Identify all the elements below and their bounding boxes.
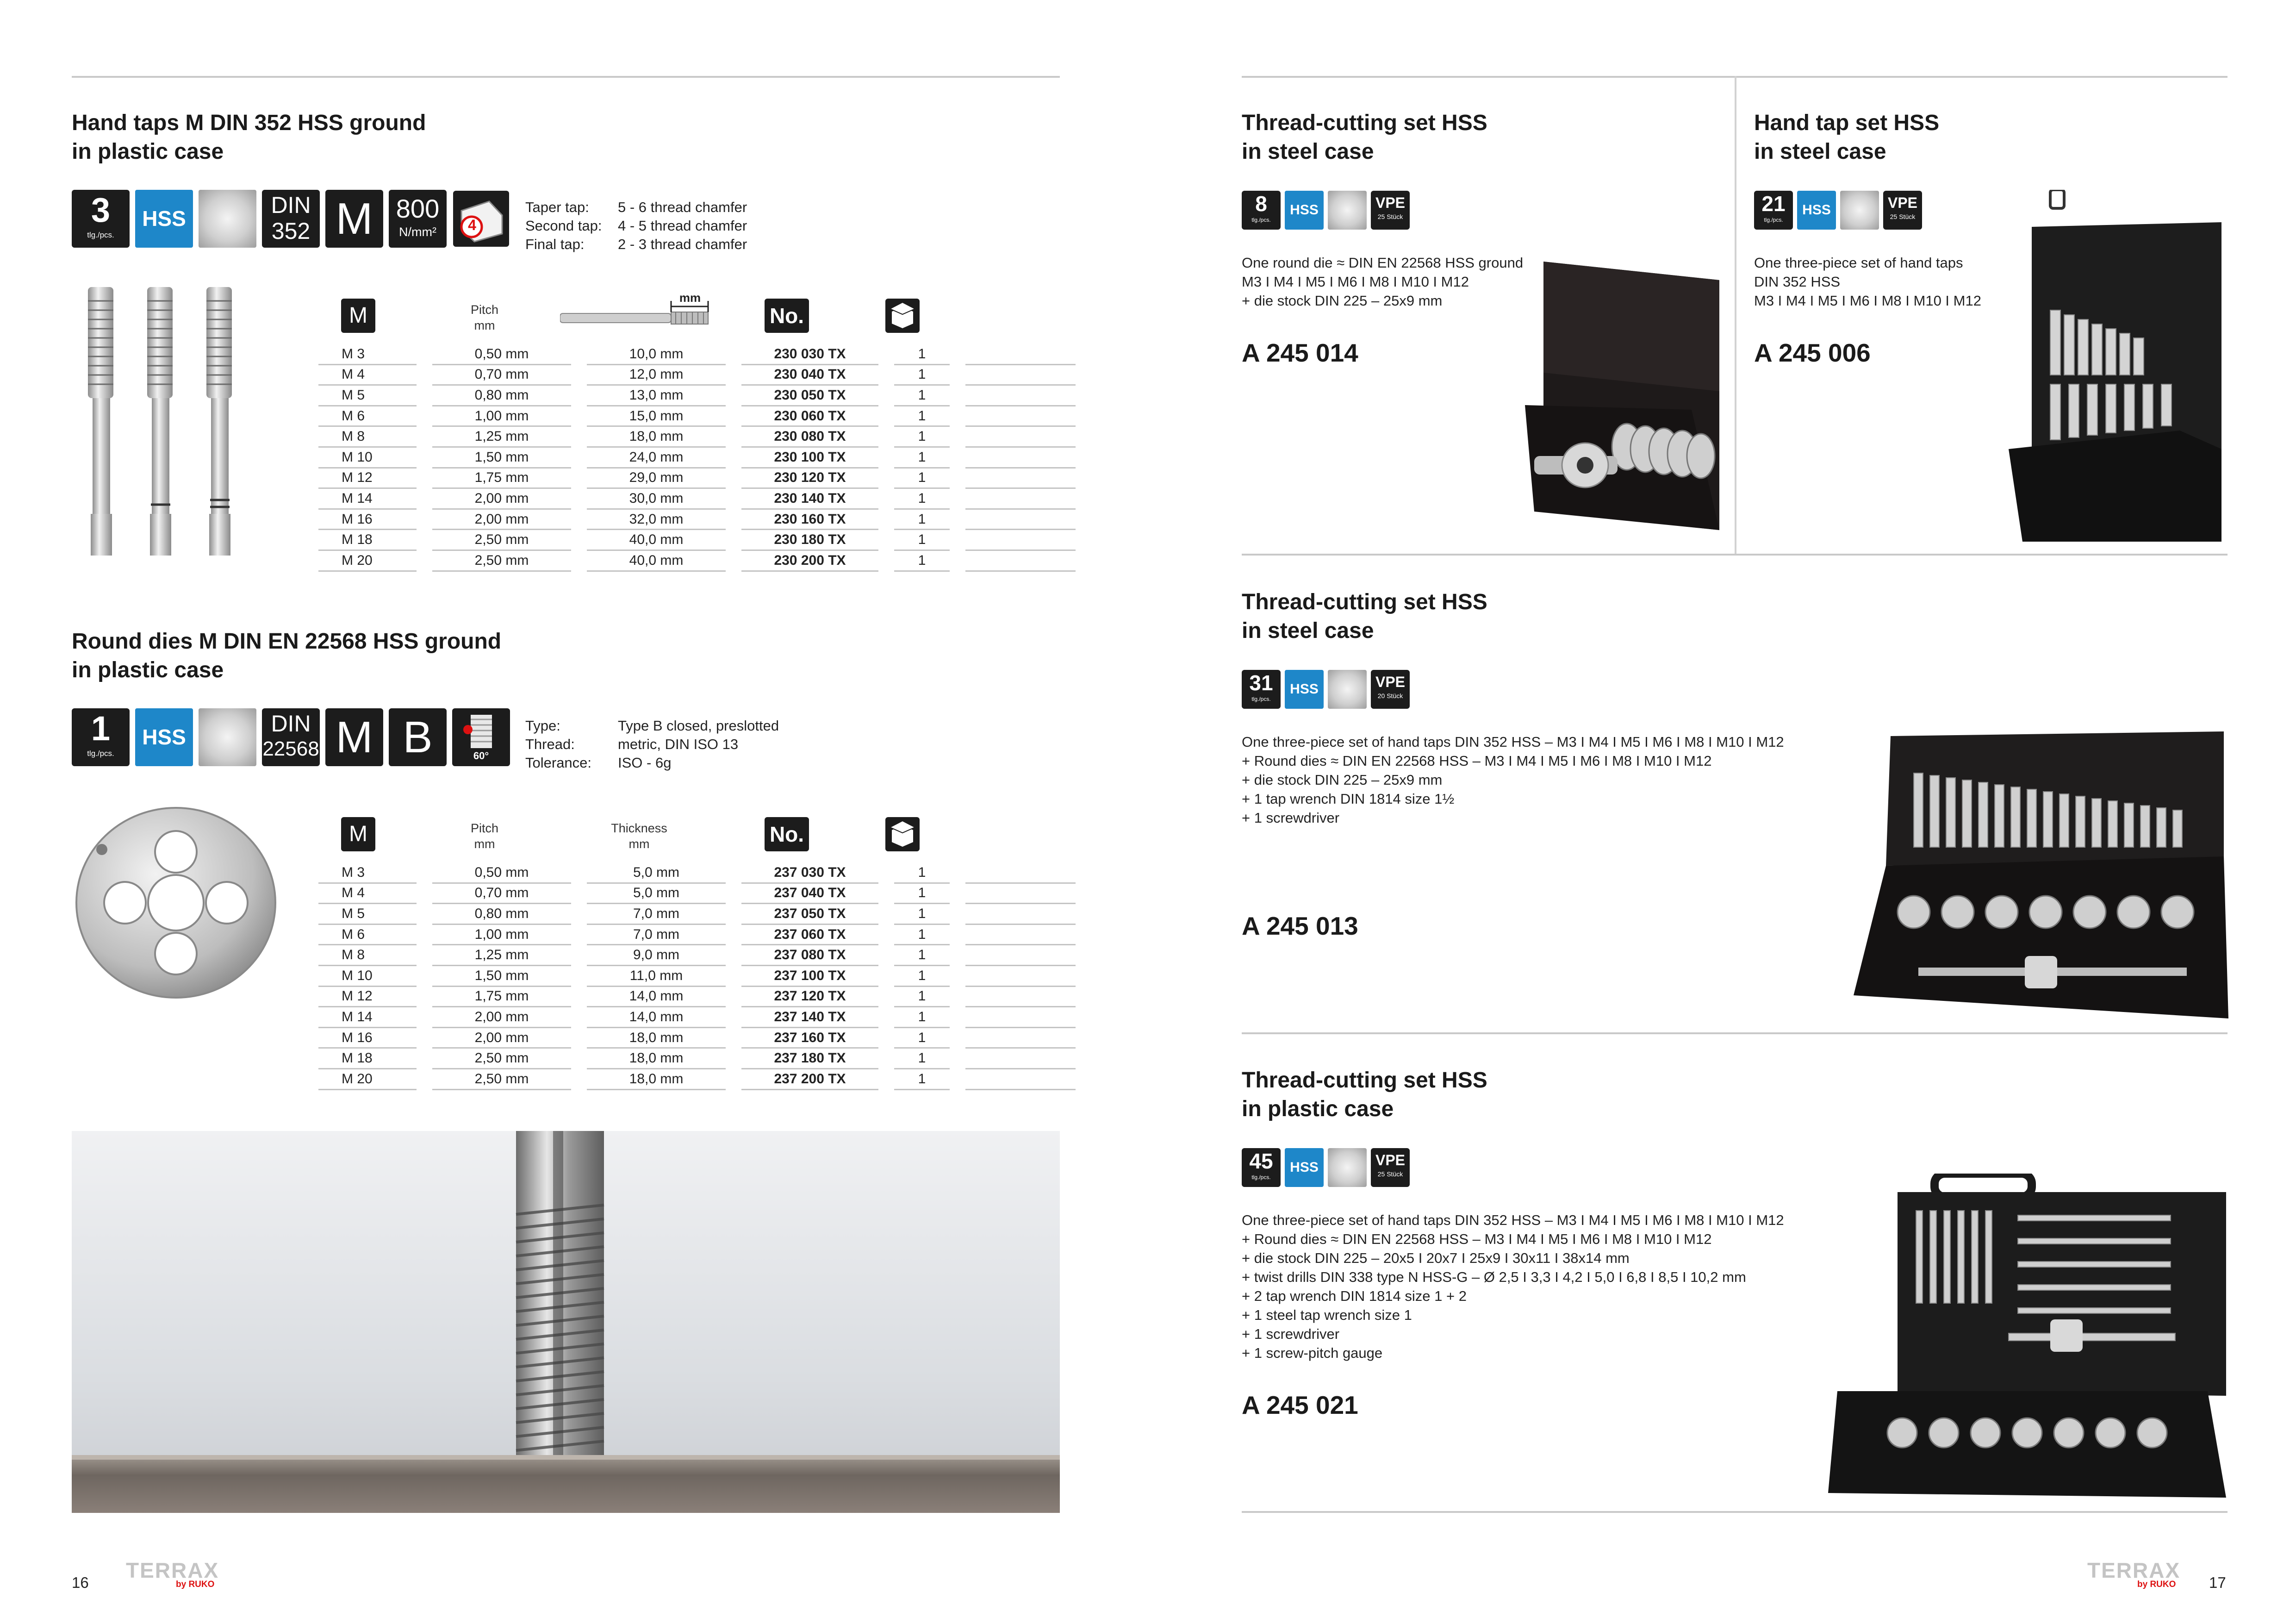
article-no-cell: 237 120 TX	[741, 987, 878, 1008]
product-desc-line: One round die ≈ DIN EN 22568 HSS ground	[1242, 255, 1524, 271]
metric-thread-icon: M	[325, 708, 383, 766]
pitch-cell: 0,80 mm	[432, 904, 571, 925]
spec-label-final: Final tap:	[525, 236, 585, 252]
piece-count-icon: 8 tlg./pcs.	[1242, 191, 1281, 230]
dimension-cell: 24,0 mm	[587, 448, 726, 468]
col-head-article-no: No.	[765, 817, 809, 851]
pitch-cell: 0,80 mm	[432, 386, 571, 406]
pitch-cell: 2,50 mm	[432, 1069, 571, 1090]
box-icon	[885, 299, 920, 333]
dimension-cell: 15,0 mm	[587, 406, 726, 427]
blank-cell	[965, 448, 1076, 468]
table-row	[318, 1049, 1076, 1069]
size-cell: M 3	[318, 863, 417, 884]
section-subtitle: in plastic case	[72, 139, 224, 164]
round-die-image	[69, 796, 282, 1009]
table-row	[318, 966, 1076, 987]
blank-cell	[965, 365, 1076, 386]
article-no-cell: 230 120 TX	[741, 468, 878, 489]
thread-angle-icon: 60°	[452, 708, 510, 766]
size-cell: M 20	[318, 551, 417, 572]
ground-finish-icon	[199, 708, 256, 766]
product-title: Thread-cutting set HSS	[1242, 111, 1487, 135]
product-desc-line: DIN 352 HSS	[1754, 274, 1841, 290]
product-subtitle: in steel case	[1242, 139, 1374, 164]
product-desc-line: M3 I M4 I M5 I M6 I M8 I M10 I M12	[1242, 274, 1469, 290]
spec-value-thread: metric, DIN ISO 13	[618, 736, 739, 752]
size-cell: M 20	[318, 1069, 417, 1090]
pack-qty-cell: 1	[894, 427, 950, 448]
blank-cell	[965, 530, 1076, 551]
dimension-cell: 5,0 mm	[587, 863, 726, 884]
product-title: Hand tap set HSS	[1754, 111, 1940, 135]
terrax-logo: TERRAX	[126, 1558, 219, 1582]
round-dies-table	[318, 863, 1076, 1090]
blank-cell	[965, 945, 1076, 966]
product-desc-line: + 1 screwdriver	[1242, 810, 1340, 826]
article-no-cell: 230 180 TX	[741, 530, 878, 551]
product-desc-line: + 1 screw-pitch gauge	[1242, 1345, 1383, 1361]
blank-cell	[965, 884, 1076, 905]
vpe-icon: VPE 25 Stück	[1371, 1148, 1410, 1187]
size-cell: M 18	[318, 1049, 417, 1069]
dimension-cell: 32,0 mm	[587, 510, 726, 531]
hand-tap-set-image	[2004, 190, 2226, 542]
size-cell: M 18	[318, 530, 417, 551]
col-head-pitch: Pitch mm	[470, 303, 499, 332]
section-divider	[1242, 1511, 2228, 1513]
pitch-cell: 0,50 mm	[432, 344, 571, 365]
article-number: A 245 006	[1754, 338, 1871, 367]
table-row	[318, 406, 1076, 427]
page-number: 17	[2209, 1574, 2226, 1591]
blank-cell	[965, 510, 1076, 531]
pack-qty-cell: 1	[894, 386, 950, 406]
ground-finish-icon	[1328, 670, 1367, 709]
col-head-size: M	[341, 299, 375, 333]
size-cell: M 3	[318, 344, 417, 365]
section-title: Round dies M DIN EN 22568 HSS ground	[72, 629, 502, 654]
table-row	[318, 468, 1076, 489]
column-divider	[1735, 76, 1736, 554]
dimension-cell: 18,0 mm	[587, 1049, 726, 1069]
table-row	[318, 551, 1076, 572]
pack-qty-cell: 1	[894, 1069, 950, 1090]
product-desc-line: One three-piece set of hand taps DIN 352 HSS – M3 I M4 I M5 I M6 I M8 I M10 I M12	[1242, 734, 1784, 750]
size-cell: M 4	[318, 884, 417, 905]
table-row	[318, 884, 1076, 905]
size-cell: M 16	[318, 510, 417, 531]
col-head-article-no: No.	[765, 299, 809, 333]
dimension-cell: 30,0 mm	[587, 489, 726, 510]
product-title: Thread-cutting set HSS	[1242, 1068, 1487, 1093]
dimension-cell: 14,0 mm	[587, 1007, 726, 1028]
article-no-cell: 230 060 TX	[741, 406, 878, 427]
size-cell: M 4	[318, 365, 417, 386]
pitch-cell: 1,00 mm	[432, 406, 571, 427]
tap-in-workpiece-photo	[72, 1131, 1060, 1513]
pitch-cell: 1,50 mm	[432, 966, 571, 987]
ground-finish-icon	[1840, 191, 1879, 230]
blank-cell	[965, 925, 1076, 946]
blank-cell	[965, 551, 1076, 572]
dimension-cell: 10,0 mm	[587, 344, 726, 365]
product-title: Thread-cutting set HSS	[1242, 590, 1487, 614]
pitch-cell: 1,25 mm	[432, 945, 571, 966]
dimension-cell: 13,0 mm	[587, 386, 726, 406]
section-subtitle: in plastic case	[72, 658, 224, 682]
article-no-cell: 237 060 TX	[741, 925, 878, 946]
article-no-cell: 237 040 TX	[741, 884, 878, 905]
pack-qty-cell: 1	[894, 904, 950, 925]
product-desc-line: One three-piece set of hand taps DIN 352 HSS – M3 I M4 I M5 I M6 I M8 I M10 I M12	[1242, 1212, 1784, 1228]
page-number: 16	[72, 1574, 89, 1591]
hss-icon: HSS	[1285, 1148, 1324, 1187]
pack-qty-cell: 1	[894, 1007, 950, 1028]
pitch-cell: 0,70 mm	[432, 365, 571, 386]
section-title: Hand taps M DIN 352 HSS ground	[72, 111, 426, 135]
dimension-cell: 7,0 mm	[587, 904, 726, 925]
pack-qty-cell: 1	[894, 489, 950, 510]
pack-qty-cell: 1	[894, 863, 950, 884]
table-row	[318, 1069, 1076, 1090]
table-row	[318, 386, 1076, 406]
article-number: A 245 021	[1242, 1391, 1358, 1419]
ground-finish-icon	[1328, 1148, 1367, 1187]
ground-finish-icon	[1328, 191, 1367, 230]
product-desc-line: + die stock DIN 225 – 25x9 mm	[1242, 772, 1443, 788]
ground-finish-icon	[199, 190, 256, 248]
section-divider	[1242, 1032, 2228, 1034]
tensile-strength-icon: 800 N/mm²	[389, 190, 447, 248]
table-row	[318, 863, 1076, 884]
pitch-cell: 2,00 mm	[432, 1028, 571, 1049]
table-row	[318, 365, 1076, 386]
article-no-cell: 237 100 TX	[741, 966, 878, 987]
product-desc-line: + Round dies ≈ DIN EN 22568 HSS – M3 I M4 I M5 I M6 I M8 I M10 I M12	[1242, 1231, 1712, 1247]
product-desc-line: + die stock DIN 225 – 25x9 mm	[1242, 293, 1443, 309]
hss-icon: HSS	[1285, 191, 1324, 230]
article-no-cell: 237 200 TX	[741, 1069, 878, 1090]
pack-qty-cell: 1	[894, 551, 950, 572]
dimension-cell: 18,0 mm	[587, 1069, 726, 1090]
vpe-icon: VPE 20 Stück	[1371, 670, 1410, 709]
article-no-cell: 230 200 TX	[741, 551, 878, 572]
col-head-size: M	[341, 817, 375, 851]
hss-icon: HSS	[135, 708, 193, 766]
pitch-cell: 2,00 mm	[432, 1007, 571, 1028]
thread-length-icon: mm	[560, 293, 713, 330]
piece-count-icon: 21 tlg./pcs.	[1754, 191, 1793, 230]
size-cell: M 14	[318, 1007, 417, 1028]
pitch-cell: 1,50 mm	[432, 448, 571, 468]
blank-cell	[965, 468, 1076, 489]
dimension-cell: 11,0 mm	[587, 966, 726, 987]
pack-qty-cell: 1	[894, 925, 950, 946]
piece-count-icon: 1 tlg./pcs.	[72, 708, 130, 766]
dimension-cell: 7,0 mm	[587, 925, 726, 946]
table-row	[318, 1007, 1076, 1028]
blank-cell	[965, 1007, 1076, 1028]
pitch-cell: 2,50 mm	[432, 551, 571, 572]
pitch-cell: 1,75 mm	[432, 987, 571, 1008]
dimension-cell: 18,0 mm	[587, 427, 726, 448]
pack-qty-cell: 1	[894, 945, 950, 966]
table-row	[318, 530, 1076, 551]
vpe-icon: VPE 25 Stück	[1371, 191, 1410, 230]
dimension-cell: 14,0 mm	[587, 987, 726, 1008]
blank-cell	[965, 1049, 1076, 1069]
hss-icon: HSS	[135, 190, 193, 248]
blank-cell	[965, 344, 1076, 365]
spec-value-type: Type B closed, preslotted	[618, 718, 779, 734]
top-rule-left	[72, 76, 1060, 78]
pack-qty-cell: 1	[894, 344, 950, 365]
blank-cell	[965, 406, 1076, 427]
col-head-pitch: Pitch mm	[470, 821, 499, 851]
hss-icon: HSS	[1797, 191, 1836, 230]
size-cell: M 16	[318, 1028, 417, 1049]
size-cell: M 10	[318, 448, 417, 468]
product-subtitle: in steel case	[1754, 139, 1886, 164]
chamfer-icon: 4	[452, 190, 510, 248]
thread-cutting-set-plastic-image	[1819, 1174, 2228, 1502]
table-row	[318, 945, 1076, 966]
spec-label-second: Second tap:	[525, 218, 602, 234]
article-number: A 245 014	[1242, 338, 1358, 367]
pack-qty-cell: 1	[894, 1028, 950, 1049]
pitch-cell: 2,50 mm	[432, 530, 571, 551]
pitch-cell: 2,50 mm	[432, 1049, 571, 1069]
spec-value-taper: 5 - 6 thread chamfer	[618, 199, 747, 215]
ruko-logo: by RUKO	[2137, 1580, 2176, 1589]
hss-icon: HSS	[1285, 670, 1324, 709]
dimension-cell: 5,0 mm	[587, 884, 726, 905]
blank-cell	[965, 489, 1076, 510]
article-no-cell: 230 140 TX	[741, 489, 878, 510]
size-cell: M 6	[318, 925, 417, 946]
product-desc-line: + 1 steel tap wrench size 1	[1242, 1307, 1412, 1323]
article-no-cell: 230 050 TX	[741, 386, 878, 406]
product-desc-line: One three-piece set of hand taps	[1754, 255, 1963, 271]
dimension-cell: 9,0 mm	[587, 945, 726, 966]
size-cell: M 14	[318, 489, 417, 510]
product-desc-line: + twist drills DIN 338 type N HSS-G – Ø 2,5 I 3,3 I 4,2 I 5,0 I 6,8 I 8,5 I 10,2 mm	[1242, 1269, 1746, 1285]
table-row	[318, 344, 1076, 365]
pitch-cell: 0,70 mm	[432, 884, 571, 905]
size-cell: M 10	[318, 966, 417, 987]
blank-cell	[965, 904, 1076, 925]
thread-cutting-set-image	[1516, 252, 1729, 539]
blank-cell	[965, 1028, 1076, 1049]
col-head-thickness: Thickness mm	[611, 821, 667, 851]
size-cell: M 12	[318, 987, 417, 1008]
size-cell: M 8	[318, 427, 417, 448]
pack-qty-cell: 1	[894, 1049, 950, 1069]
article-no-cell: 237 140 TX	[741, 1007, 878, 1028]
article-no-cell: 230 100 TX	[741, 448, 878, 468]
table-row	[318, 489, 1076, 510]
pitch-cell: 2,00 mm	[432, 489, 571, 510]
piece-count-icon: 31 tlg./pcs.	[1242, 670, 1281, 709]
piece-count-icon: 3 tlg./pcs.	[72, 190, 130, 248]
blank-cell	[965, 427, 1076, 448]
type-b-icon: B	[389, 708, 447, 766]
table-row	[318, 1028, 1076, 1049]
pitch-cell: 1,00 mm	[432, 925, 571, 946]
dimension-cell: 29,0 mm	[587, 468, 726, 489]
din-352-icon: DIN 352	[262, 190, 320, 248]
size-cell: M 5	[318, 386, 417, 406]
din-22568-icon: DIN 22568	[262, 708, 320, 766]
pack-qty-cell: 1	[894, 530, 950, 551]
table-row	[318, 987, 1076, 1008]
pack-qty-cell: 1	[894, 365, 950, 386]
box-icon	[885, 817, 920, 851]
product-subtitle: in plastic case	[1242, 1097, 1394, 1121]
pack-qty-cell: 1	[894, 884, 950, 905]
article-no-cell: 237 180 TX	[741, 1049, 878, 1069]
size-cell: M 8	[318, 945, 417, 966]
spec-label-tolerance: Tolerance:	[525, 755, 592, 771]
article-no-cell: 237 030 TX	[741, 863, 878, 884]
spec-value-second: 4 - 5 thread chamfer	[618, 218, 747, 234]
article-no-cell: 237 160 TX	[741, 1028, 878, 1049]
blank-cell	[965, 386, 1076, 406]
blank-cell	[965, 987, 1076, 1008]
product-desc-line: + 2 tap wrench DIN 1814 size 1 + 2	[1242, 1288, 1467, 1304]
pitch-cell: 1,25 mm	[432, 427, 571, 448]
table-row	[318, 904, 1076, 925]
table-row	[318, 427, 1076, 448]
product-desc-line: + 1 tap wrench DIN 1814 size 1½	[1242, 791, 1455, 807]
thread-cutting-set-steel-image	[1844, 718, 2233, 1023]
product-desc-line: + Round dies ≈ DIN EN 22568 HSS – M3 I M4 I M5 I M6 I M8 I M10 I M12	[1242, 753, 1712, 769]
pack-qty-cell: 1	[894, 510, 950, 531]
pitch-cell: 1,75 mm	[432, 468, 571, 489]
pitch-cell: 2,00 mm	[432, 510, 571, 531]
table-row	[318, 510, 1076, 531]
piece-count-icon: 45 tlg./pcs.	[1242, 1148, 1281, 1187]
article-no-cell: 230 160 TX	[741, 510, 878, 531]
spec-value-tolerance: ISO - 6g	[618, 755, 672, 771]
spec-label-thread: Thread:	[525, 736, 575, 752]
ruko-logo: by RUKO	[176, 1580, 215, 1589]
dimension-cell: 12,0 mm	[587, 365, 726, 386]
pack-qty-cell: 1	[894, 406, 950, 427]
pack-qty-cell: 1	[894, 966, 950, 987]
pack-qty-cell: 1	[894, 987, 950, 1008]
spec-value-final: 2 - 3 thread chamfer	[618, 236, 747, 252]
article-no-cell: 230 080 TX	[741, 427, 878, 448]
pack-qty-cell: 1	[894, 468, 950, 489]
size-cell: M 6	[318, 406, 417, 427]
article-no-cell: 237 080 TX	[741, 945, 878, 966]
terrax-logo: TERRAX	[2087, 1558, 2181, 1582]
dimension-cell: 40,0 mm	[587, 530, 726, 551]
pitch-cell: 0,50 mm	[432, 863, 571, 884]
size-cell: M 5	[318, 904, 417, 925]
blank-cell	[965, 966, 1076, 987]
article-no-cell: 230 040 TX	[741, 365, 878, 386]
metric-thread-icon: M	[325, 190, 383, 248]
size-cell: M 12	[318, 468, 417, 489]
col-head-pack-qty	[885, 817, 920, 851]
pack-qty-cell: 1	[894, 448, 950, 468]
article-no-cell: 237 050 TX	[741, 904, 878, 925]
table-row	[318, 448, 1076, 468]
product-desc-line: M3 I M4 I M5 I M6 I M8 I M10 I M12	[1754, 293, 1981, 309]
hand-taps-image	[74, 282, 268, 560]
product-subtitle: in steel case	[1242, 618, 1374, 643]
spec-label-taper: Taper tap:	[525, 199, 589, 215]
article-number: A 245 013	[1242, 912, 1358, 940]
dimension-cell: 18,0 mm	[587, 1028, 726, 1049]
spec-label-type: Type:	[525, 718, 560, 734]
blank-cell	[965, 1069, 1076, 1090]
vpe-icon: VPE 25 Stück	[1883, 191, 1922, 230]
dimension-cell: 40,0 mm	[587, 551, 726, 572]
blank-cell	[965, 863, 1076, 884]
col-head-pack-qty	[885, 299, 920, 333]
hand-taps-table	[318, 344, 1076, 572]
article-no-cell: 230 030 TX	[741, 344, 878, 365]
table-row	[318, 925, 1076, 946]
product-desc-line: + die stock DIN 225 – 20x5 I 20x7 I 25x9 I 30x11 I 38x14 mm	[1242, 1250, 1630, 1266]
section-divider	[1242, 554, 2228, 556]
product-desc-line: + 1 screwdriver	[1242, 1326, 1340, 1342]
